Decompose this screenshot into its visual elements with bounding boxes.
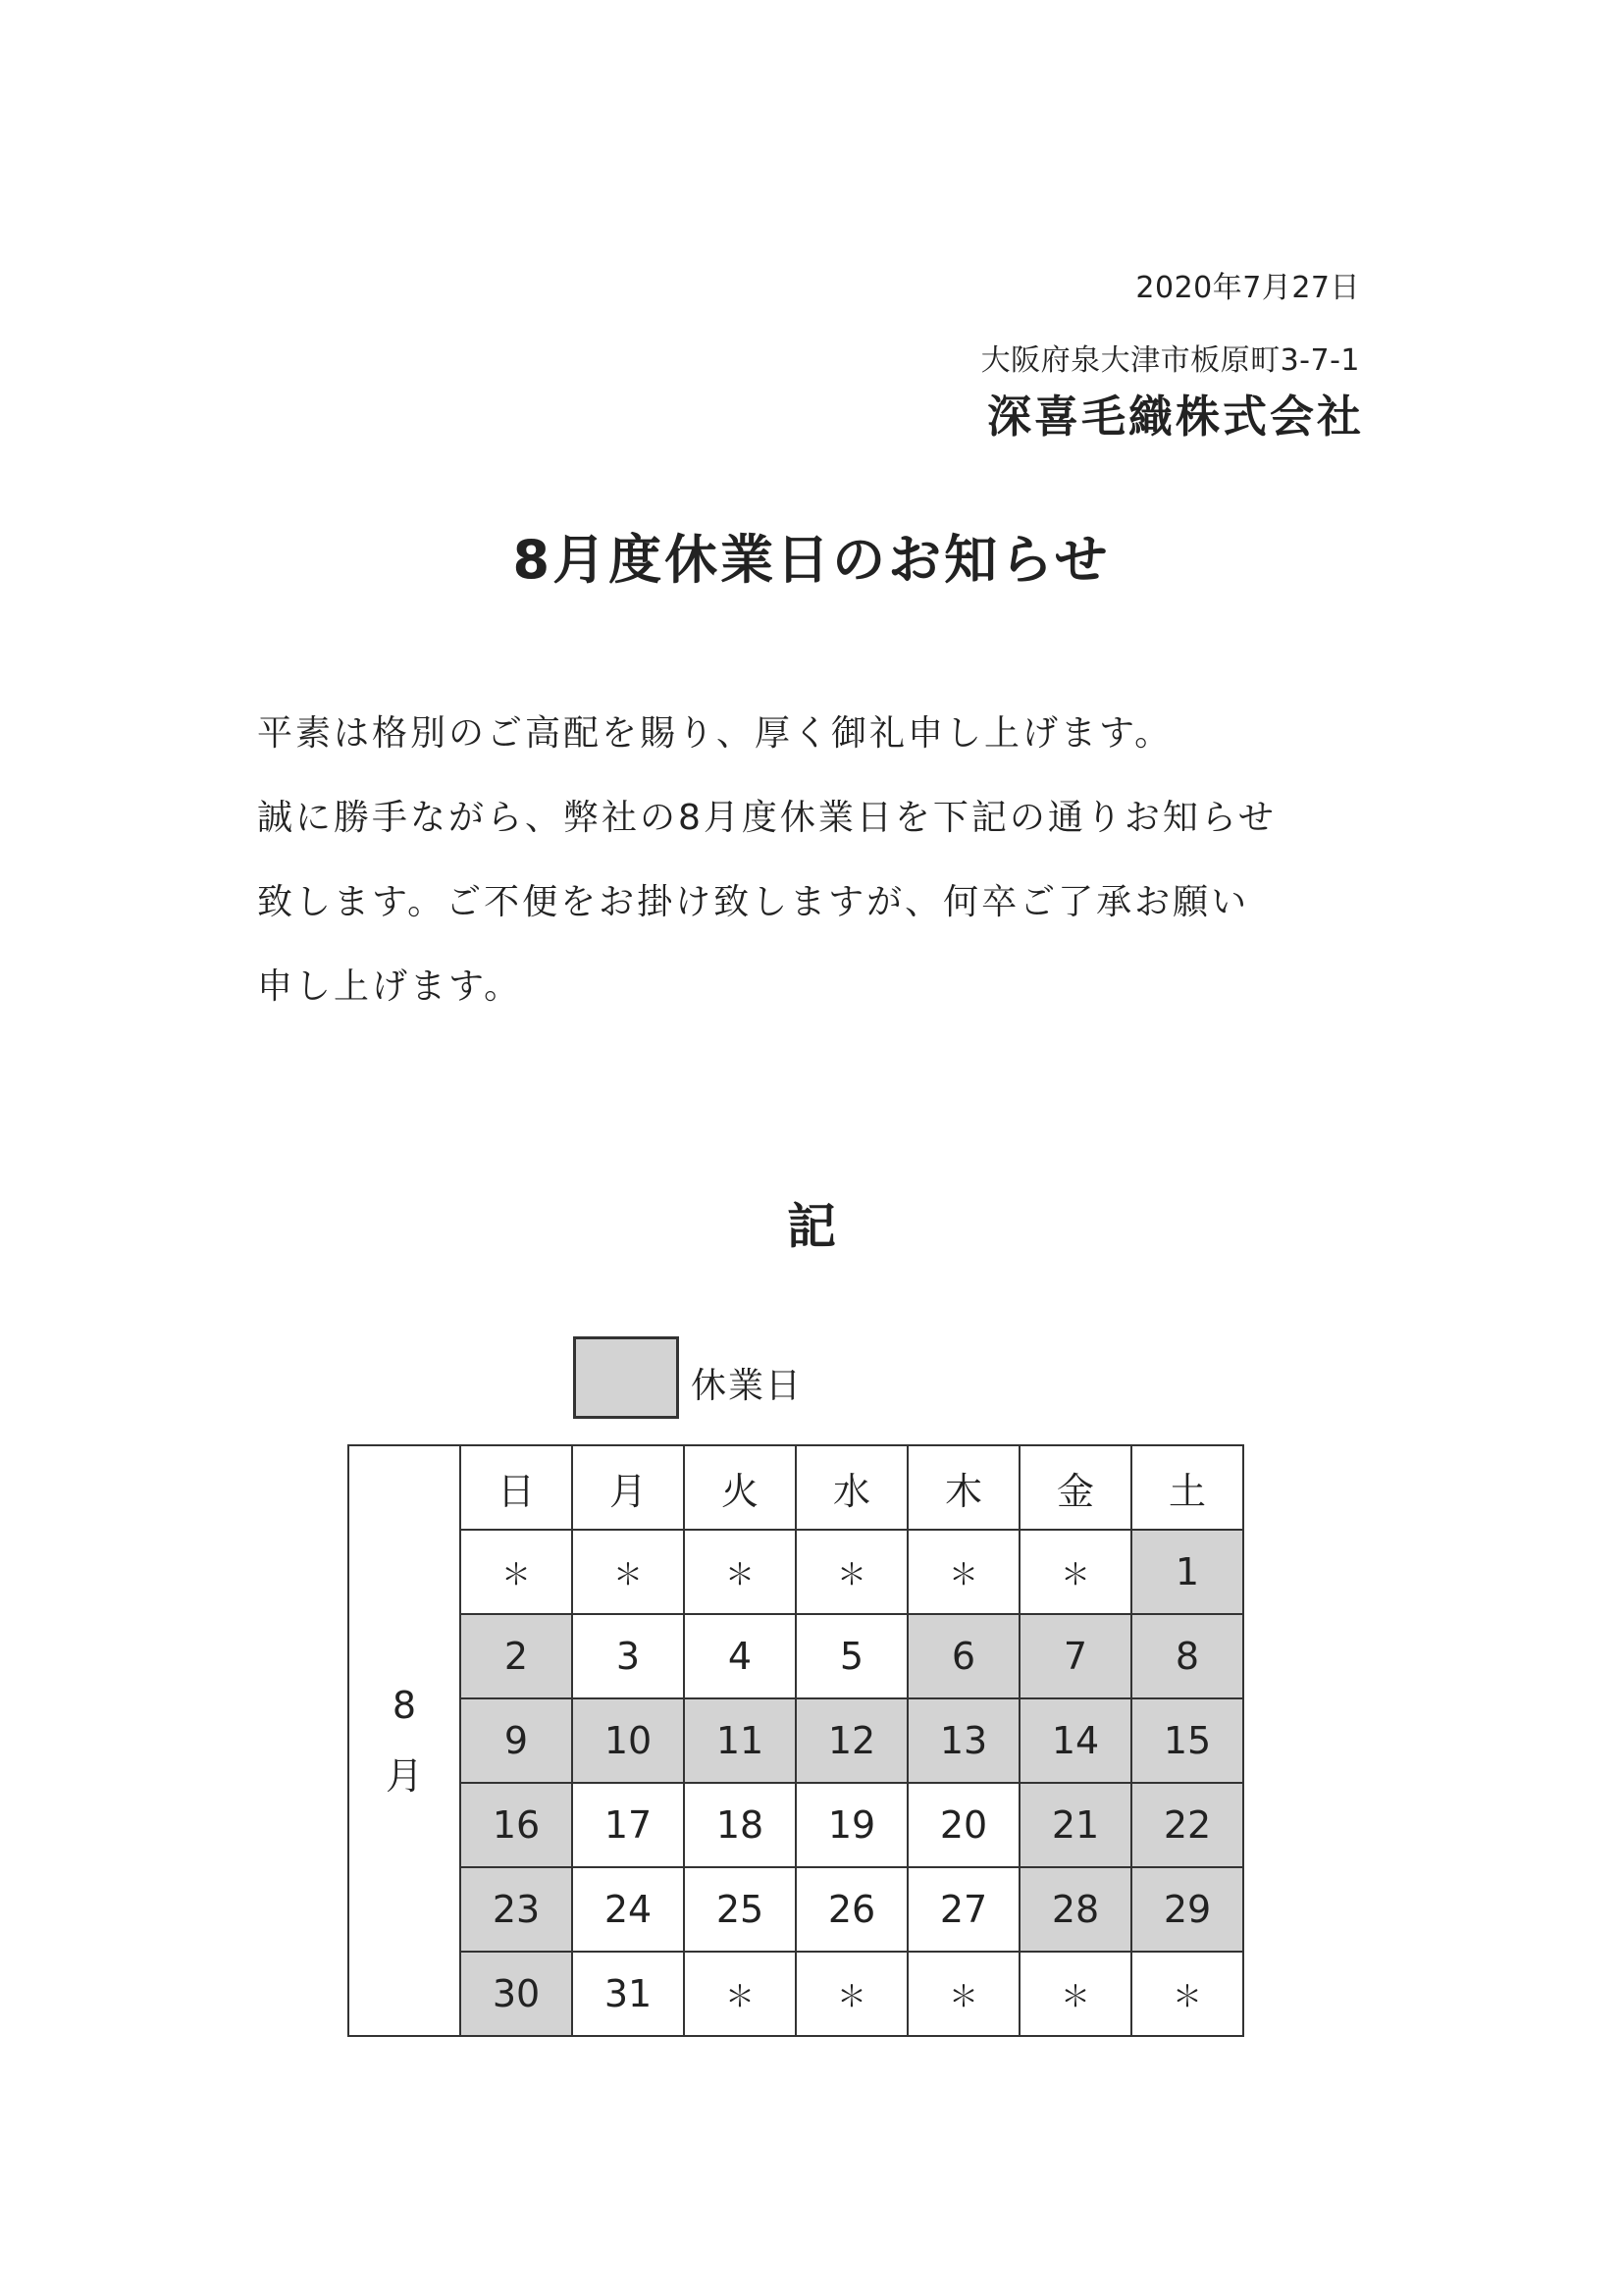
empty-day-cell: ＊	[684, 1530, 796, 1614]
calendar-week-row	[348, 1867, 1243, 1952]
holiday-day-cell: 10	[572, 1698, 684, 1783]
day-cell: 20	[908, 1783, 1020, 1867]
calendar-week-row	[348, 1952, 1243, 2036]
holiday-day-cell: 8	[1131, 1614, 1243, 1698]
empty-day-cell: ＊	[908, 1530, 1020, 1614]
day-cell: 24	[572, 1867, 684, 1952]
holiday-day-cell: 7	[1020, 1614, 1131, 1698]
calendar-week-row	[348, 1614, 1243, 1698]
weekday-header-row	[348, 1445, 1243, 1530]
month-label	[348, 1445, 460, 2036]
weekday-sat: 土	[1131, 1445, 1243, 1530]
empty-day-cell: ＊	[796, 1952, 908, 2036]
holiday-day-cell: 1	[1131, 1530, 1243, 1614]
empty-day-cell: ＊	[1020, 1530, 1131, 1614]
body-line: 申し上げます。	[257, 966, 523, 1007]
holiday-day-cell: 22	[1131, 1783, 1243, 1867]
empty-day-cell: ＊	[796, 1530, 908, 1614]
day-cell: 25	[684, 1867, 796, 1952]
calendar-week-row	[348, 1530, 1243, 1614]
weekday-sun: 日	[460, 1445, 572, 1530]
day-cell: 27	[908, 1867, 1020, 1952]
month-number: 8	[392, 1684, 417, 1727]
day-cell: 19	[796, 1783, 908, 1867]
body-line: 致します。ご不便をお掛け致しますが、何卒ご了承お願い	[257, 882, 1250, 922]
holiday-day-cell: 12	[796, 1698, 908, 1783]
company-address: 大阪府泉大津市板原町3-7-1	[980, 343, 1360, 378]
month-suffix: 月	[385, 1754, 423, 1798]
calendar-week-row	[348, 1783, 1243, 1867]
ki-heading: 記	[787, 1198, 836, 1255]
empty-day-cell: ＊	[572, 1530, 684, 1614]
holiday-day-cell: 21	[1020, 1783, 1131, 1867]
holiday-day-cell: 15	[1131, 1698, 1243, 1783]
calendar-body	[348, 1445, 1243, 2036]
holiday-day-cell: 28	[1020, 1867, 1131, 1952]
holiday-day-cell: 13	[908, 1698, 1020, 1783]
holiday-day-cell: 30	[460, 1952, 572, 2036]
day-cell: 5	[796, 1614, 908, 1698]
day-cell: 18	[684, 1783, 796, 1867]
weekday-thu: 木	[908, 1445, 1020, 1530]
holiday-calendar	[347, 1444, 1244, 2037]
notice-title: 8月度休業日のお知らせ	[512, 529, 1111, 591]
weekday-tue: 火	[684, 1445, 796, 1530]
weekday-mon: 月	[572, 1445, 684, 1530]
holiday-day-cell: 14	[1020, 1698, 1131, 1783]
day-cell: 17	[572, 1783, 684, 1867]
holiday-day-cell: 16	[460, 1783, 572, 1867]
holiday-day-cell: 6	[908, 1614, 1020, 1698]
holiday-day-cell: 2	[460, 1614, 572, 1698]
holiday-legend-swatch	[573, 1336, 679, 1419]
empty-day-cell: ＊	[1020, 1952, 1131, 2036]
notice-body	[257, 692, 1366, 1029]
holiday-day-cell: 9	[460, 1698, 572, 1783]
day-cell: 31	[572, 1952, 684, 2036]
body-line: 平素は格別のご高配を賜り、厚く御礼申し上げます。	[257, 713, 1174, 754]
weekday-wed: 水	[796, 1445, 908, 1530]
weekday-fri: 金	[1020, 1445, 1131, 1530]
day-cell: 4	[684, 1614, 796, 1698]
empty-day-cell: ＊	[1131, 1952, 1243, 2036]
holiday-legend-label: 休業日	[691, 1366, 804, 1406]
body-line: 誠に勝手ながら、弊社の8月度休業日を下記の通りお知らせ	[257, 798, 1277, 838]
day-cell: 26	[796, 1867, 908, 1952]
holiday-day-cell: 11	[684, 1698, 796, 1783]
empty-day-cell: ＊	[684, 1952, 796, 2036]
empty-day-cell: ＊	[460, 1530, 572, 1614]
holiday-day-cell: 29	[1131, 1867, 1243, 1952]
document-date: 2020年7月27日	[1135, 271, 1360, 305]
company-name: 深喜毛織株式会社	[986, 391, 1364, 443]
empty-day-cell: ＊	[908, 1952, 1020, 2036]
day-cell: 3	[572, 1614, 684, 1698]
calendar-week-row	[348, 1698, 1243, 1783]
holiday-day-cell: 23	[460, 1867, 572, 1952]
